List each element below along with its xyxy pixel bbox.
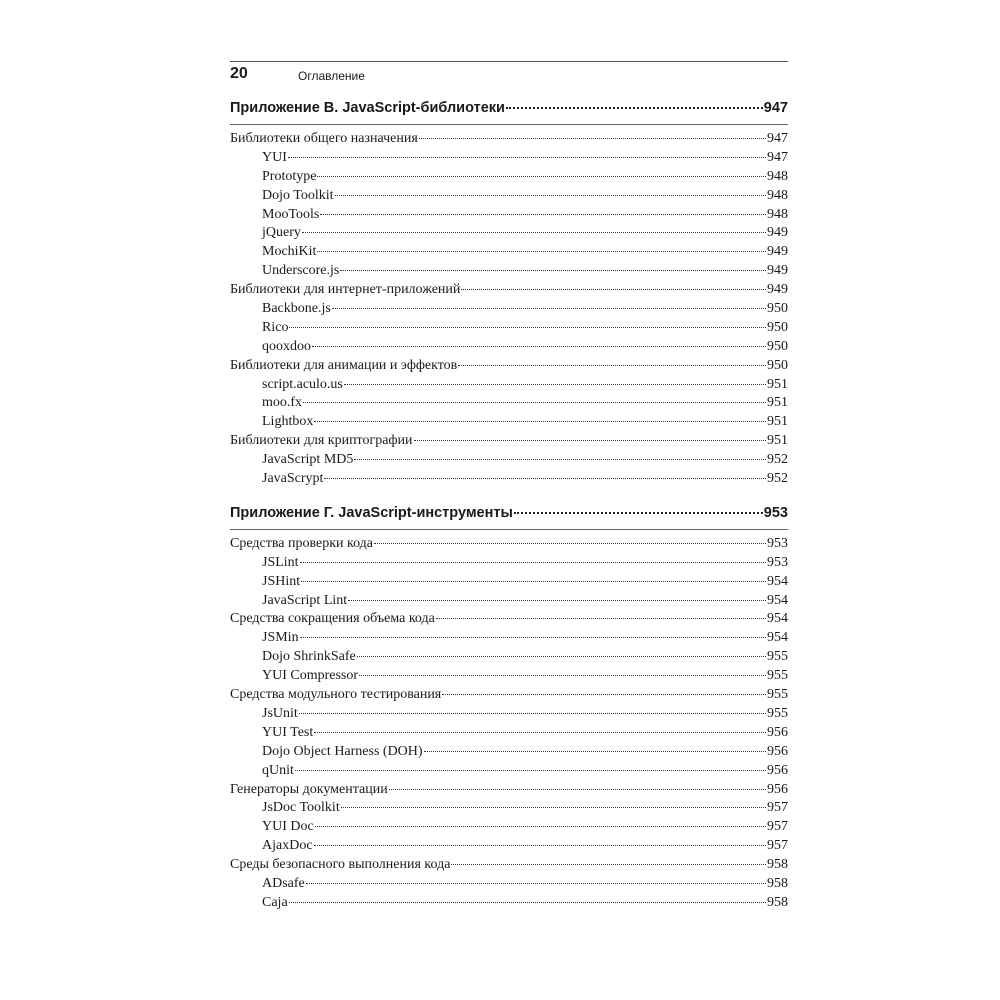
entry-label: JsUnit: [262, 705, 298, 721]
toc-subsection-entry[interactable]: [230, 724, 788, 743]
dot-leader: [288, 157, 766, 158]
entry-page-number: 954: [767, 573, 788, 589]
chapter-rule: [230, 529, 788, 530]
entry-page-number: 955: [767, 668, 788, 684]
entry-label: Underscore.js: [262, 263, 340, 279]
entry-page-number: 958: [767, 857, 788, 873]
entry-page-number: 953: [767, 535, 788, 551]
dot-leader: [295, 770, 766, 771]
entry-label: Dojo Object Harness (DOH): [262, 743, 423, 759]
dot-leader: [419, 138, 766, 139]
toc-chapter-heading[interactable]: [230, 501, 788, 525]
chapter-rule: [230, 124, 788, 125]
toc-section-entry[interactable]: [230, 535, 788, 554]
entry-label: JsDoc Toolkit: [262, 800, 340, 816]
toc-section-entry[interactable]: [230, 856, 788, 875]
toc-subsection-entry[interactable]: [230, 667, 788, 686]
dot-leader: [335, 195, 767, 196]
header-rule: [230, 61, 788, 62]
dot-leader: [332, 308, 766, 309]
dot-leader: [359, 675, 766, 676]
entry-label: Генераторы документации: [230, 781, 388, 797]
dot-leader: [424, 751, 766, 752]
entry-label: Prototype: [262, 168, 317, 184]
entry-label: YUI Doc: [262, 819, 314, 835]
toc-subsection-entry[interactable]: [230, 319, 788, 338]
entry-label: qooxdoo: [262, 338, 311, 354]
dot-leader: [414, 440, 766, 441]
entry-page-number: 949: [767, 282, 788, 298]
entry-label: YUI Test: [262, 724, 314, 740]
entry-page-number: 949: [767, 225, 788, 241]
toc-section-entry[interactable]: [230, 357, 788, 376]
dot-leader: [299, 713, 766, 714]
entry-page-number: 948: [767, 187, 788, 203]
dot-leader: [451, 864, 766, 865]
toc-subsection-entry[interactable]: [230, 762, 788, 781]
toc-subsection-entry[interactable]: [230, 376, 788, 395]
dot-leader: [458, 365, 766, 366]
toc-subsection-entry[interactable]: [230, 262, 788, 281]
entry-page-number: 948: [767, 206, 788, 222]
toc-subsection-entry[interactable]: [230, 705, 788, 724]
entry-label: Средства сокращения объема кода: [230, 611, 435, 627]
running-head: Оглавление: [298, 69, 365, 83]
entry-label: JSHint: [262, 573, 301, 589]
entry-label: Backbone.js: [262, 301, 331, 317]
entry-page-number: 951: [767, 414, 788, 430]
dot-leader: [514, 512, 763, 514]
toc-subsection-entry[interactable]: [230, 394, 788, 413]
entry-page-number: 950: [767, 301, 788, 317]
dot-leader: [315, 826, 766, 827]
dot-leader: [442, 694, 766, 695]
entry-page-number: 956: [767, 781, 788, 797]
entry-page-number: 952: [767, 471, 788, 487]
dot-leader: [461, 289, 766, 290]
entry-label: Dojo Toolkit: [262, 187, 334, 203]
entry-label: jQuery: [262, 225, 301, 241]
dot-leader: [314, 732, 766, 733]
entry-page-number: 956: [767, 724, 788, 740]
dot-leader: [314, 421, 766, 422]
entry-page-number: 948: [767, 168, 788, 184]
dot-leader: [306, 883, 766, 884]
toc-subsection-entry[interactable]: [230, 837, 788, 856]
entry-page-number: 954: [767, 630, 788, 646]
entry-page-number: 947: [767, 131, 788, 146]
entry-label: Dojo ShrinkSafe: [262, 649, 356, 665]
entry-label: Средства модульного тестирования: [230, 687, 442, 703]
toc-subsection-entry[interactable]: [230, 743, 788, 762]
toc-subsection-entry[interactable]: [230, 470, 788, 489]
toc-subsection-entry[interactable]: [230, 300, 788, 319]
dot-leader: [348, 600, 766, 601]
entry-page-number: 951: [767, 433, 788, 449]
toc-chapter-heading[interactable]: [230, 96, 788, 120]
toc-subsection-entry[interactable]: [230, 168, 788, 187]
dot-leader: [340, 270, 766, 271]
dot-leader: [317, 251, 766, 252]
toc-subsection-entry[interactable]: [230, 338, 788, 357]
dot-leader: [302, 232, 766, 233]
entry-label: JSMin: [262, 630, 299, 646]
entry-page-number: 955: [767, 687, 788, 703]
dot-leader: [320, 214, 766, 215]
toc-subsection-entry[interactable]: [230, 573, 788, 592]
entry-page-number: 954: [767, 592, 788, 608]
entry-page-number: 949: [767, 244, 788, 260]
toc-section-entry[interactable]: [230, 281, 788, 300]
entry-label: Caja: [262, 894, 288, 910]
dot-leader: [289, 902, 766, 903]
table-of-contents: [230, 96, 788, 913]
entry-page-number: 950: [767, 319, 788, 335]
entry-page-number: 958: [767, 875, 788, 891]
toc-subsection-entry[interactable]: [230, 187, 788, 206]
entry-page-number: 955: [767, 649, 788, 665]
entry-label: JavaScript Lint: [262, 592, 348, 608]
toc-subsection-entry[interactable]: [230, 818, 788, 837]
entry-label: JSLint: [262, 554, 299, 570]
entry-label: ADsafe: [262, 875, 305, 891]
entry-label: Библиотеки для анимации и эффектов: [230, 357, 458, 373]
entry-label: Библиотеки для криптографии: [230, 433, 413, 449]
dot-leader: [344, 384, 766, 385]
entry-label: YUI Compressor: [262, 668, 359, 684]
toc-subsection-entry[interactable]: [230, 554, 788, 573]
toc-section-entry[interactable]: [230, 130, 788, 149]
dot-leader: [312, 346, 766, 347]
entry-page-number: 951: [767, 395, 788, 411]
toc-subsection-entry[interactable]: [230, 592, 788, 611]
toc-subsection-entry[interactable]: [230, 894, 788, 913]
entry-label: MooTools: [262, 206, 320, 222]
entry-page-number: 947: [767, 149, 788, 165]
dot-leader: [357, 656, 766, 657]
toc-subsection-entry[interactable]: [230, 224, 788, 243]
dot-leader: [389, 789, 766, 790]
entry-label: moo.fx: [262, 395, 303, 411]
toc-subsection-entry[interactable]: [230, 799, 788, 818]
entry-label: Библиотеки общего назначения: [230, 131, 418, 146]
entry-page-number: 950: [767, 357, 788, 373]
dot-leader: [506, 107, 763, 109]
dot-leader: [303, 402, 766, 403]
entry-page-number: 951: [767, 376, 788, 392]
dot-leader: [436, 618, 766, 619]
entry-page-number: 957: [767, 819, 788, 835]
entry-label: JavaScript MD5: [262, 452, 354, 468]
chapter-spacer: [230, 489, 788, 501]
chapter-page-number: 947: [763, 100, 788, 116]
dot-leader: [317, 176, 766, 177]
toc-subsection-entry[interactable]: [230, 875, 788, 894]
entry-label: script.aculo.us: [262, 376, 343, 392]
entry-label: Средства проверки кода: [230, 535, 374, 551]
chapter-title: Приложение В. JavaScript-библиотеки: [230, 100, 505, 116]
chapter-page-number: 953: [763, 504, 788, 521]
toc-subsection-entry[interactable]: [230, 243, 788, 262]
page-number: 20: [230, 65, 248, 82]
dot-leader: [374, 543, 766, 544]
toc-page: [230, 56, 788, 913]
dot-leader: [341, 807, 766, 808]
entry-label: qUnit: [262, 762, 294, 778]
toc-subsection-entry[interactable]: [230, 413, 788, 432]
dot-leader: [354, 459, 766, 460]
entry-page-number: 952: [767, 452, 788, 468]
toc-subsection-entry[interactable]: [230, 629, 788, 648]
entry-page-number: 955: [767, 705, 788, 721]
dot-leader: [324, 478, 766, 479]
toc-section-entry[interactable]: [230, 781, 788, 800]
chapter-title: Приложение Г. JavaScript-инструменты: [230, 504, 513, 521]
dot-leader: [301, 581, 766, 582]
entry-label: Среды безопасного выполнения кода: [230, 857, 451, 873]
entry-page-number: 949: [767, 263, 788, 279]
toc-section-entry[interactable]: [230, 432, 788, 451]
toc-subsection-entry[interactable]: [230, 648, 788, 667]
entry-label: YUI: [262, 149, 287, 165]
entry-page-number: 953: [767, 554, 788, 570]
entry-label: JavaScrypt: [262, 471, 324, 487]
dot-leader: [300, 562, 766, 563]
toc-subsection-entry[interactable]: [230, 149, 788, 168]
page-header: [230, 56, 788, 88]
entry-page-number: 950: [767, 338, 788, 354]
dot-leader: [314, 845, 766, 846]
dot-leader: [289, 327, 766, 328]
entry-page-number: 954: [767, 611, 788, 627]
entry-page-number: 956: [767, 743, 788, 759]
entry-label: MochiKit: [262, 244, 317, 260]
entry-page-number: 957: [767, 800, 788, 816]
entry-label: AjaxDoc: [262, 838, 313, 854]
entry-page-number: 958: [767, 894, 788, 910]
entry-page-number: 956: [767, 762, 788, 778]
entry-label: Библиотеки для интернет-приложений: [230, 282, 461, 298]
toc-subsection-entry[interactable]: [230, 206, 788, 225]
toc-subsection-entry[interactable]: [230, 451, 788, 470]
toc-section-entry[interactable]: [230, 610, 788, 629]
dot-leader: [300, 637, 766, 638]
entry-page-number: 957: [767, 838, 788, 854]
toc-section-entry[interactable]: [230, 686, 788, 705]
entry-label: Lightbox: [262, 414, 314, 430]
entry-label: Rico: [262, 319, 289, 335]
